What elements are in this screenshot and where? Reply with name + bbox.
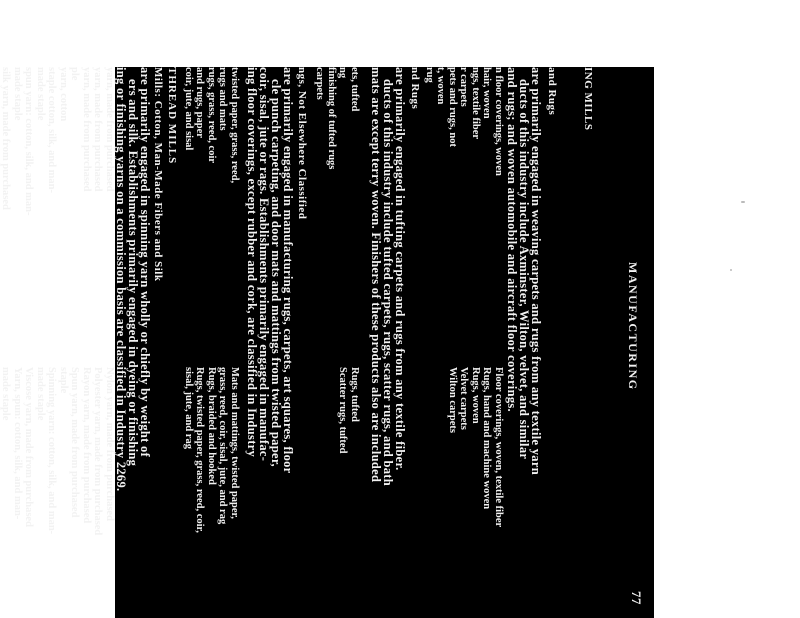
section3-line-1: are primarily engaged in manufacturing rugs, carpets, art squares, floor xyxy=(281,67,295,474)
section-subhead-rugs: and Rugs xyxy=(546,67,558,116)
list-item: Yarn, spun: cotton, silk, and man- xyxy=(12,367,23,520)
list-item: ets, tufted xyxy=(349,67,360,112)
list-item: ngs, textile fiber xyxy=(470,67,481,140)
list-item: coir, jute, and sisal xyxy=(183,67,194,151)
list-item: n floor coverings, woven xyxy=(493,67,504,176)
list-item: Scatter rugs, tufted xyxy=(337,367,349,454)
list-item: Mats and mattings, twisted paper, xyxy=(229,367,240,519)
section4-line-3: ing or finishing yarns on a commission basis are classified in Industry 2269. xyxy=(114,67,128,492)
list-item: sisal, jute, and rag xyxy=(183,367,194,449)
list-item: Rugs, hand and machine woven xyxy=(481,367,493,510)
section1-list-right xyxy=(447,367,505,607)
list-item: ple xyxy=(69,67,81,81)
list-item: staple xyxy=(58,367,69,394)
section-head-mills: ING MILLS xyxy=(582,67,594,131)
section-head-thread-mills: THREAD MILLS xyxy=(166,67,178,165)
section2-line-1: are primarily engaged in tufting carpets and rugs from any textile fiber. xyxy=(393,67,407,471)
list-item: Rugs, tufted xyxy=(349,367,360,422)
section4-list-right xyxy=(0,367,115,607)
section1-line-3: and rugs; and woven automobile and aircraft floor coverings. xyxy=(505,67,519,412)
section3-line-2: cle punch carpeting, and door mats and mattings from twisted paper, xyxy=(269,79,283,467)
list-item: yarn, made from purchased xyxy=(104,67,115,192)
list-item: Nylon yarn, made from purchased xyxy=(104,367,115,521)
list-item: yarn, cotton xyxy=(58,67,69,122)
list-item: yarn, made from purchased xyxy=(81,67,92,192)
section-head-floor-coverings: ngs, Not Elsewhere Classified xyxy=(296,67,308,220)
section2-list-left xyxy=(314,67,360,342)
list-item: staple cotton, silk, and man- xyxy=(46,67,58,194)
list-item: twisted paper, grass, reed, xyxy=(229,67,240,184)
section3-list-right xyxy=(183,367,241,607)
scan-speck xyxy=(730,269,732,271)
list-item: grass, reed, coir, sisal, jute, and rag xyxy=(217,367,229,525)
section3-line-3: coir, sisal, jute or rags. Establishments primarily engaged in manufac- xyxy=(257,67,271,462)
list-item: rugs and mats xyxy=(217,67,229,131)
list-item: rugs, grass, reed, coir xyxy=(206,67,217,164)
page-number: 77 xyxy=(629,591,644,605)
list-item: Viscose yarn, made from purchased xyxy=(23,367,35,527)
list-item: hair, woven xyxy=(481,67,493,119)
section3-line-4: ing floor coverings, except rubber and cork, are classified in Industry xyxy=(245,67,259,458)
list-item: yarn, made from purchased xyxy=(92,67,104,192)
section3-list-left xyxy=(183,67,241,342)
list-item: Wilton carpets xyxy=(447,367,458,434)
section1-line-1: are primarily engaged in weaving carpets and rugs from any textile yarn xyxy=(529,67,543,475)
list-item: made staple xyxy=(12,67,23,121)
list-item: rug xyxy=(424,67,435,83)
section4-line-2: ers and silk. Establishments primarily engaged in dyeing or finishing xyxy=(126,79,140,467)
section2-line-2: ducts of this industry include tufted carpets, rugs, scatter rugs, and bath xyxy=(381,79,395,487)
section1-list-left xyxy=(424,67,505,342)
list-item: Floor coverings, woven, textile fiber xyxy=(493,367,504,528)
list-item: Spun yarn, made from purchased xyxy=(69,367,81,518)
section-subhead-tufted-rugs: nd Rugs xyxy=(409,67,421,110)
list-item: ng xyxy=(337,67,349,79)
list-item: Rugs, twisted paper, grass, reed, coir, xyxy=(194,367,206,533)
list-item: finishing of tufted rugs xyxy=(326,67,337,170)
list-item: silk yarn, made from purchased xyxy=(0,67,12,210)
list-item: Polyester yarn, made from purchased xyxy=(92,367,104,536)
scan-speck xyxy=(741,201,745,203)
section4-list-left xyxy=(0,67,115,342)
list-item: Rugs, woven xyxy=(470,367,481,424)
list-item: and rugs, paper xyxy=(194,67,206,138)
list-item: Spinning yarn: cotton, silk, and man- xyxy=(46,367,58,535)
list-item: carpets xyxy=(314,67,326,100)
list-item: r carpets xyxy=(458,67,470,107)
section4-line-1: are primarily engaged in spinning yarn wholly or chiefly by weight of xyxy=(138,67,152,458)
page-content xyxy=(0,67,654,618)
list-item: spun yarn: cotton, silk, and man- xyxy=(23,67,35,216)
list-item: Rugs, braided and hooked xyxy=(206,367,217,485)
section2-line-3: mats are except terry woven. Finishers of these products also are included xyxy=(369,67,383,483)
scanned-page-rotated xyxy=(0,67,654,618)
page-header-title: MANUFACTURING xyxy=(626,262,640,391)
section-subhead-yarn-mills: Mills: Cotton, Man-Made Fibers and Silk xyxy=(152,67,164,282)
list-item: made staple xyxy=(35,367,46,421)
section1-line-2: ducts of this industry include Axminster, Wilton, velvet, and similar xyxy=(517,79,531,460)
list-item: t, woven xyxy=(435,67,447,105)
section2-list-right xyxy=(337,367,360,607)
list-item: pets and rugs, not xyxy=(447,67,458,147)
list-item: Rayon yarn, made from purchased xyxy=(81,367,92,524)
list-item: made staple xyxy=(35,67,46,121)
list-item: made staple xyxy=(0,367,12,421)
list-item: Velvet carpets xyxy=(458,367,470,430)
